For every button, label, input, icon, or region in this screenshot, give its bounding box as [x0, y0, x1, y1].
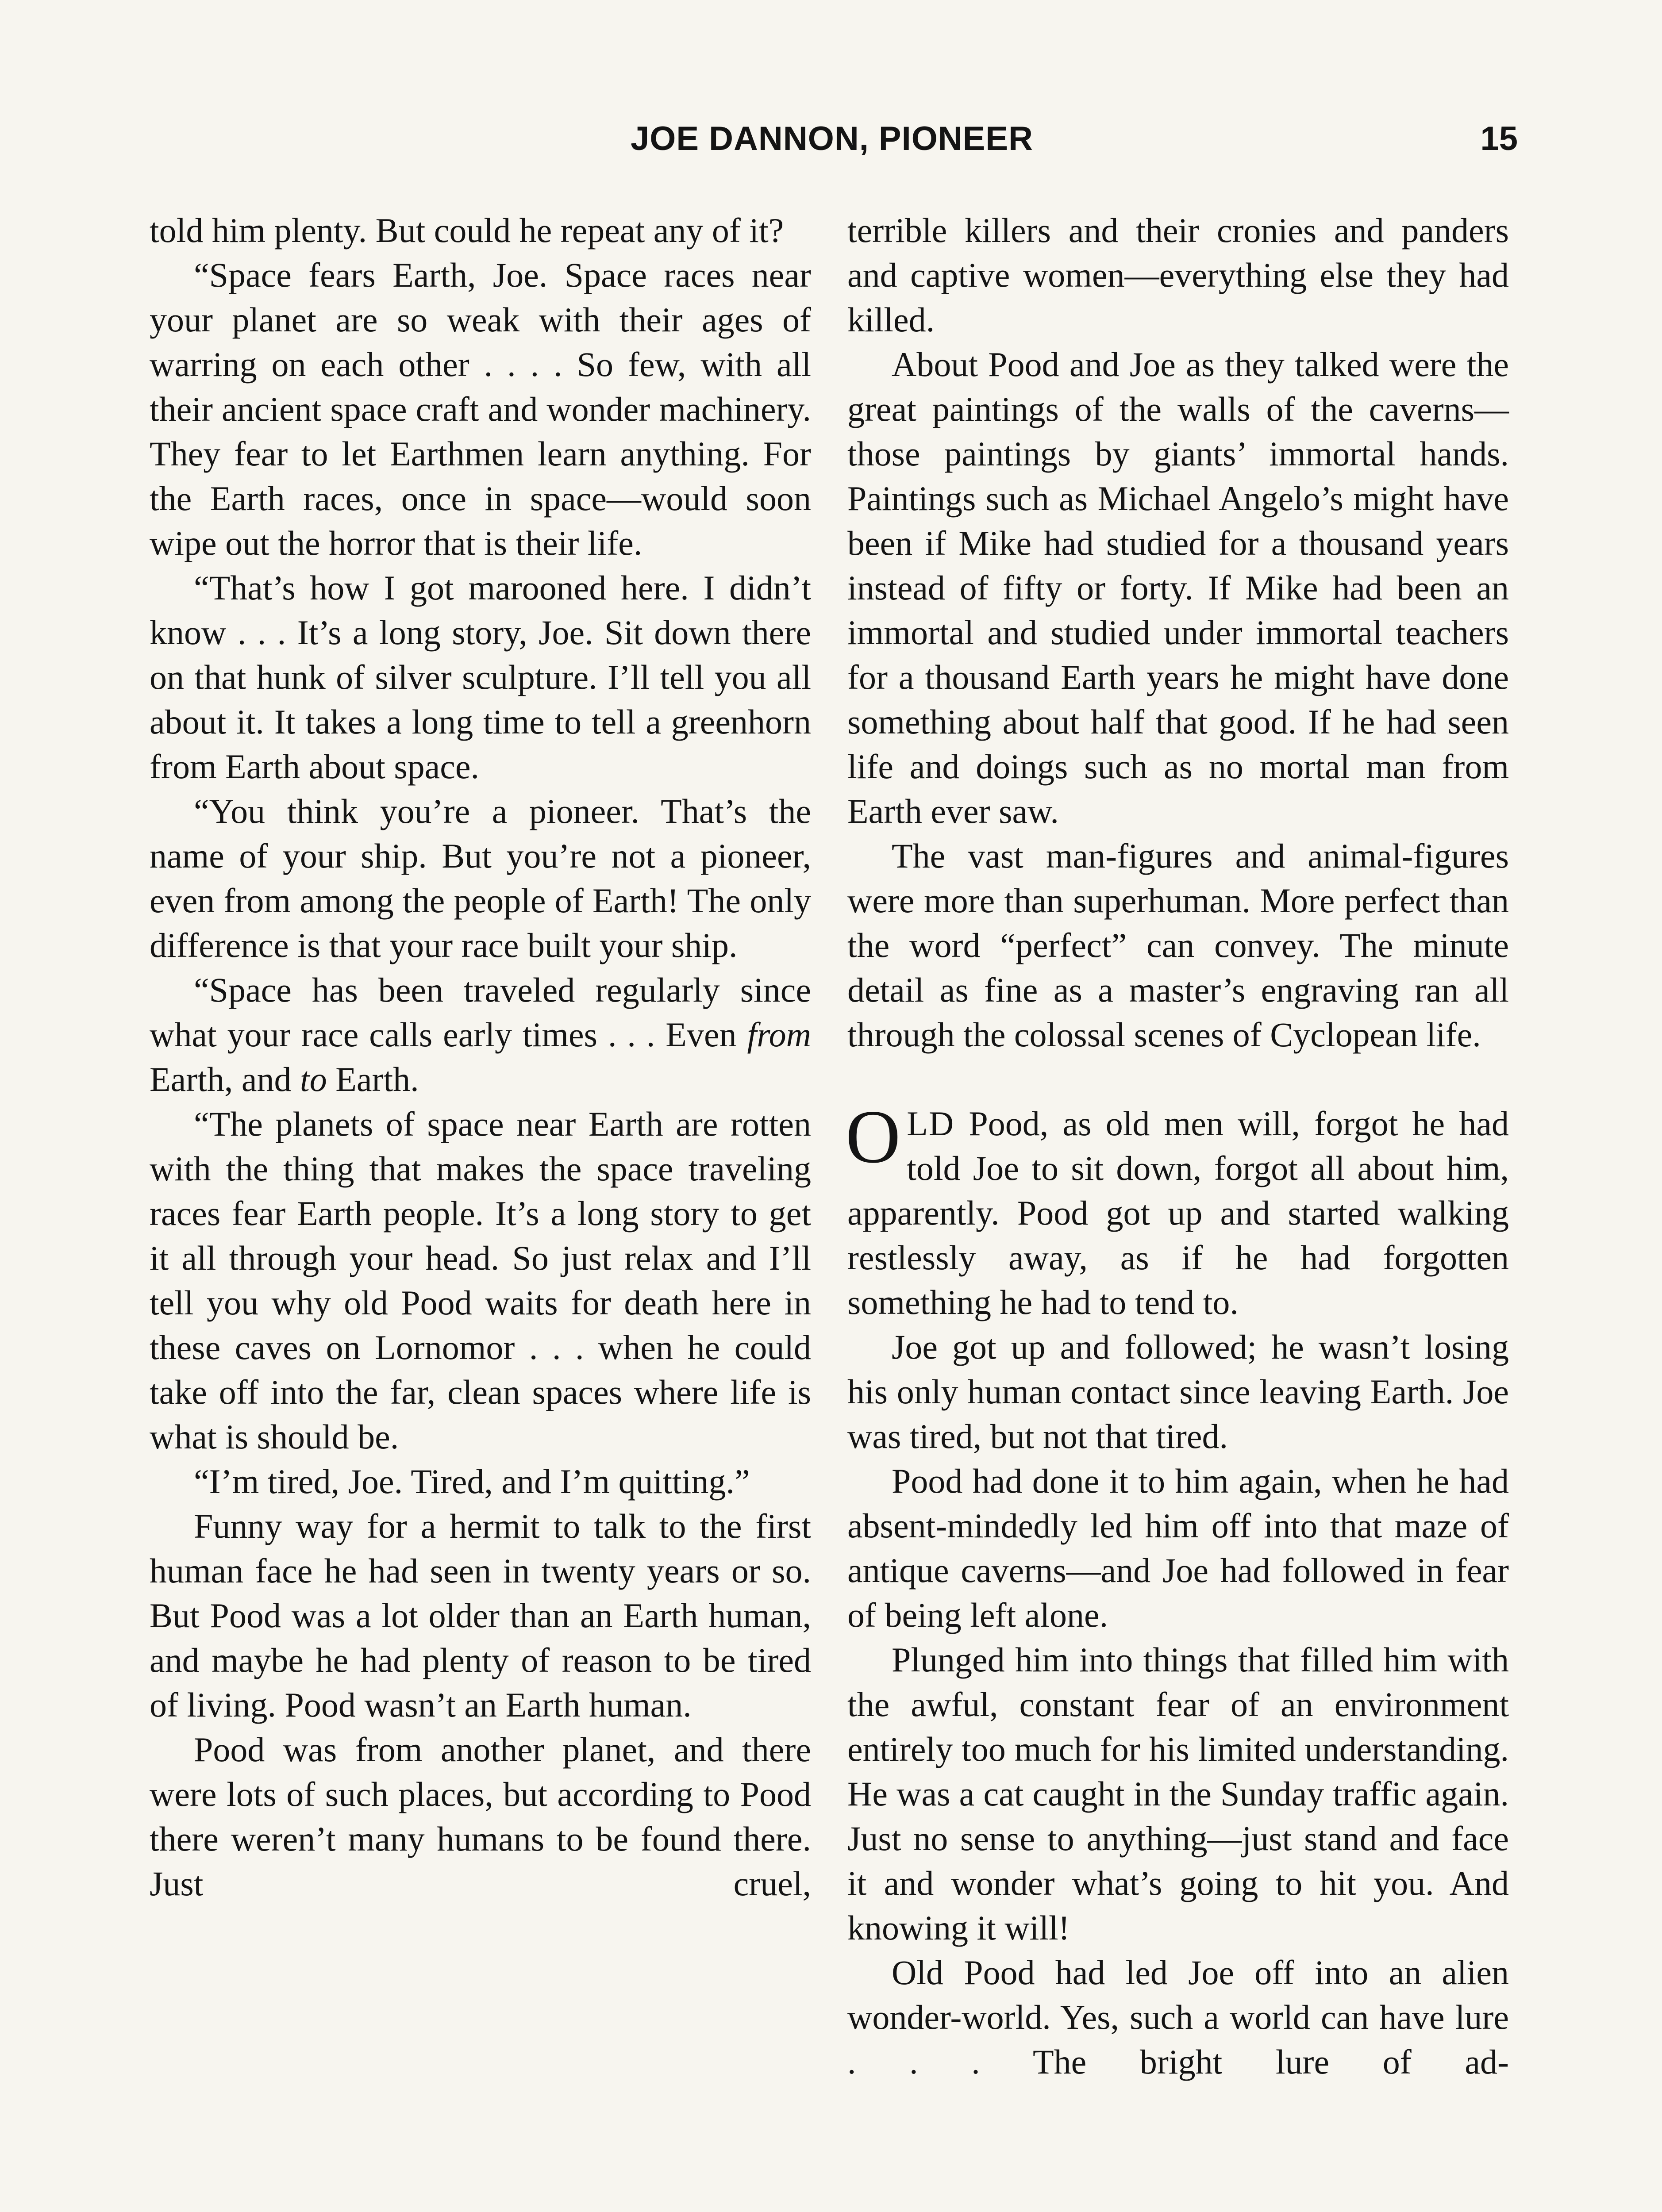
paragraph: Plunged him into things that filled him with the awful, constant fear of an environment entirely too much for his limited understanding. He was a cat caught in the Sunday traffic again. Just no sense to anything—just stand and face it and wonder what’s going to hit you. And knowing it will! — [847, 1640, 1509, 1947]
paragraph-text: Earth, and — [150, 1060, 300, 1098]
page-header — [146, 119, 1518, 177]
paragraph: Funny way for a hermit to talk to the first human face he had seen in twenty years or so. But Pood was a lot older than an Earth human, and maybe he had plenty of reason to be tired of living. Pood wasn’t an Earth human. — [150, 1507, 811, 1724]
italic-word: to — [300, 1060, 327, 1098]
section-opening-paragraph — [846, 1095, 1509, 1325]
drop-cap: O — [846, 1095, 901, 1179]
paragraph-text: “Space has been traveled regularly since what your race calls early times . . . Even — [150, 971, 811, 1054]
paragraph: told him plenty. But could he repeat any of it? — [150, 211, 784, 250]
italic-word: from — [747, 1015, 811, 1054]
paragraph-text: Pood, as old men will, forgot he had told Joe to sit down, forgot all about him, apparently. Pood got up and started walking restlessly away, as if he had forgotten something he had to tend to. — [847, 1104, 1509, 1321]
page-number: 15 — [1480, 120, 1518, 157]
paragraph: terrible killers and their cronies and panders and captive women—everything else they had killed. — [847, 211, 1509, 339]
left-column — [150, 208, 811, 1906]
paragraph: Pood was from another planet, and there were lots of such places, but according to Pood there weren’t many humans to be found there. Just cruel, — [150, 1730, 811, 1903]
paragraph — [150, 968, 811, 1102]
small-caps: LD — [907, 1104, 955, 1143]
paragraph: Old Pood had led Joe off into an alien wonder-world. Yes, such a world can have lure . . . The bright lure of ad- — [847, 1953, 1509, 2081]
paragraph: “That’s how I got marooned here. I didn’t know . . . It’s a long story, Joe. Sit down there on that hunk of silver sculpture. I’ll tell you all about it. It takes a long time to tell a greenhorn from Earth about space. — [150, 568, 811, 786]
paragraph: The vast man-figures and animal-figures were more than superhuman. More perfect than the word “perfect” can convey. The minute detail as fine as a master’s engraving ran all through the colossal scenes of Cyclopean life. — [847, 837, 1509, 1054]
paragraph-text: Earth. — [327, 1060, 419, 1098]
paragraph: “You think you’re a pioneer. That’s the name of your ship. But you’re not a pioneer, even from among the people of Earth! The only difference is that your race built your ship. — [150, 792, 811, 964]
paragraph: Joe got up and followed; he wasn’t losing his only human contact since leaving Earth. Joe was tired, but not that tired. — [847, 1328, 1509, 1455]
paragraph: “I’m tired, Joe. Tired, and I’m quitting.” — [194, 1462, 750, 1501]
paragraph: About Pood and Joe as they talked were the great paintings of the walls of the caverns—those paintings by giants’ immortal hands. Paintings such as Michael Angelo’s might have been if Mike had studied for a thousand years instead of fifty or forty. If Mike had been an immortal and studied under immortal teachers for a thousand Earth years he might have done something about half that good. If he had seen life and doings such as no mortal man from Earth ever saw. — [847, 345, 1509, 830]
running-title: JOE DANNON, PIONEER — [630, 120, 1034, 157]
paragraph: “Space fears Earth, Joe. Space races near your planet are so weak with their ages of warring on each other . . . . So few, with all their ancient space craft and wonder machinery. They fear to let Earthmen learn anything. For the Earth races, once in space—would soon wipe out the horror that is their life. — [150, 256, 811, 562]
right-column — [847, 208, 1509, 2084]
paragraph: “The planets of space near Earth are rotten with the thing that makes the space traveling races fear Earth people. It’s a long story to get it all through your head. So just relax and I’ll tell you why old Pood waits for death here in these caves on Lornomor . . . when he could take off into the far, clean spaces where life is what is should be. — [150, 1105, 811, 1456]
paragraph: Pood had done it to him again, when he had absent-mindedly led him off into that maze of antique caverns—and Joe had followed in fear of being left alone. — [847, 1462, 1509, 1634]
